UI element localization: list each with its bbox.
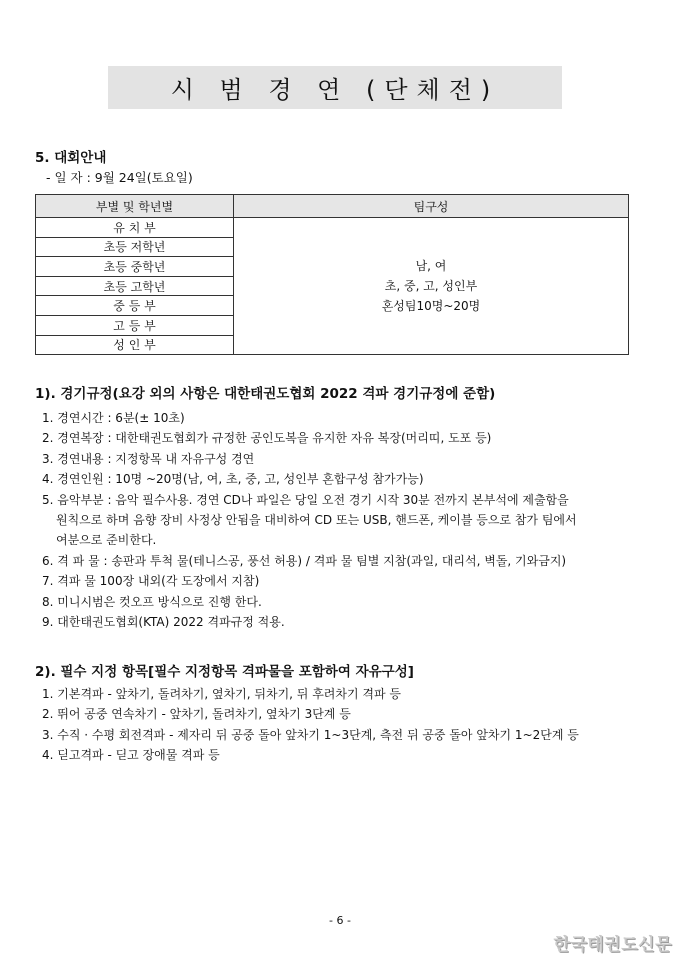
list-item: 6. 격 파 물 : 송판과 투척 물(테니스공, 풍선 허용) / 격파 물 팀별 지참(과일, 대리석, 벽돌, 기와금지) [42, 553, 567, 568]
table-row [36, 218, 629, 238]
list-item: 4. 경연인원 : 10명 ~20명(남, 여, 초, 중, 고, 성인부 혼합구성 참가가능) [42, 472, 424, 487]
list-item: 5. 음악부분 : 음악 필수사용. 경연 CD나 파일은 당일 오전 경기 시작 30분 전까지 본부석에 제출함을 [42, 492, 569, 507]
required-items-list [42, 684, 579, 766]
list-item-continued: 여분으로 준비한다. [56, 533, 157, 548]
division-cell: 초등 저학년 [36, 237, 234, 257]
event-date: - 일 자 : 9월 24일(토요일) [46, 170, 193, 185]
list-item: 1. 경연시간 : 6분(± 10초) [42, 411, 185, 425]
team-line: 남, 여 [415, 259, 447, 274]
list-item: 2. 경연복장 : 대한태권도협회가 규정한 공인도복을 유지한 자유 복장(머리띠, 도포 등) [42, 431, 492, 446]
rules-heading: 1). 경기규정(요강 외의 사항은 대한태권도협회 2022 격파 경기규정에 준함) [35, 386, 496, 402]
list-item: 2. 뛰어 공중 연속차기 - 앞차기, 돌려차기, 옆차기 3단계 등 [42, 707, 351, 722]
page-number: - 6 - [329, 914, 351, 927]
watermark: 한국태권도신문 [553, 935, 672, 955]
list-item: 8. 미니시범은 컷오프 방식으로 진행 한다. [42, 594, 262, 609]
table-header-row [36, 195, 629, 218]
division-cell: 성 인 부 [36, 335, 234, 355]
list-item: 9. 대한태권도협회(KTA) 2022 격파규정 적용. [42, 615, 285, 630]
table-header-division: 부별 및 학년별 [36, 195, 234, 218]
table-header-team: 팀구성 [234, 195, 629, 218]
section-heading-5: 5. 대회안내 [35, 150, 107, 166]
list-item: 1. 기본격파 - 앞차기, 돌려차기, 옆차기, 뒤차기, 뒤 후려차기 격파 등 [42, 687, 401, 701]
list-item: 3. 경연내용 : 지정항목 내 자유구성 경연 [42, 451, 255, 466]
team-line: 초, 중, 고, 성인부 [384, 279, 478, 294]
division-cell: 유 치 부 [36, 218, 234, 238]
required-items-heading: 2). 필수 지정 항목[필수 지정항목 격파물을 포함하여 자유구성] [35, 664, 414, 680]
division-cell: 중 등 부 [36, 296, 234, 316]
list-item: 7. 격파 물 100장 내외(각 도장에서 지참) [42, 574, 260, 589]
team-line: 혼성팀10명~20명 [381, 299, 481, 314]
list-item: 3. 수직 · 수평 회전격파 - 제자리 뒤 공중 돌아 앞차기 1~3단계, 측전 뒤 공중 돌아 앞차기 1~2단계 등 [42, 727, 579, 742]
list-item: 4. 딛고격파 - 딛고 장애물 격파 등 [42, 748, 220, 763]
team-composition-cell [234, 218, 629, 355]
division-cell: 고 등 부 [36, 315, 234, 335]
division-table [35, 194, 629, 355]
rules-list [42, 408, 577, 632]
page-title: 시 범 경 연 (단체전) [170, 76, 500, 104]
division-cell: 초등 고학년 [36, 276, 234, 296]
title-box [108, 66, 562, 109]
list-item-continued: 원칙으로 하며 음향 장비 사정상 안됨을 대비하여 CD 또는 USB, 핸드폰, 케이블 등으로 참가 팀에서 [56, 513, 577, 528]
division-cell: 초등 중학년 [36, 257, 234, 277]
